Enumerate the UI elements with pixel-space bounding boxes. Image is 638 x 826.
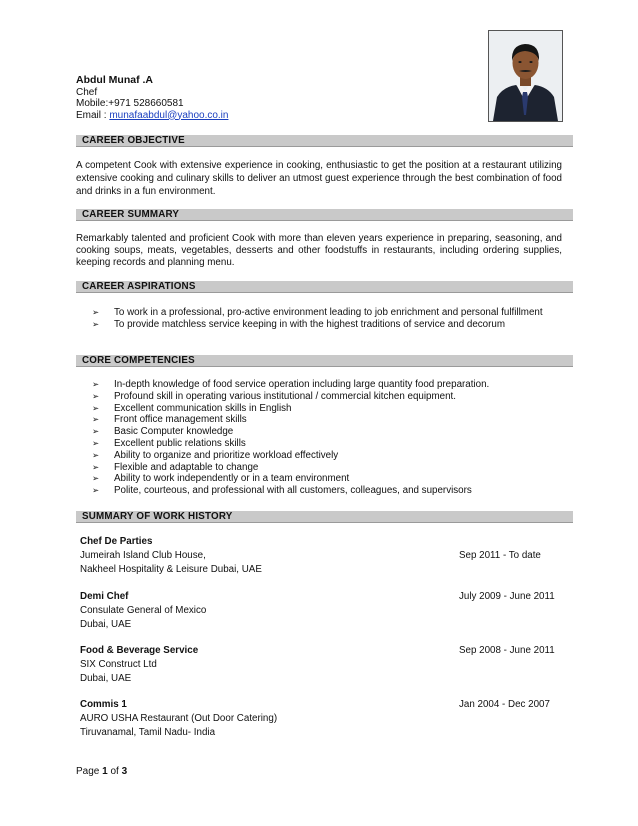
arrow-bullet-icon: ➢ xyxy=(92,402,100,413)
job-entry xyxy=(80,590,562,632)
list-item xyxy=(92,438,562,450)
resume-header xyxy=(76,75,228,121)
competency-text: In-depth knowledge of food service operation including large quantity food preparation. xyxy=(114,379,490,390)
competency-text: Profound skill in operating various institutional / commercial kitchen equipment. xyxy=(114,390,456,402)
job-dates: Sep 2011 - To date xyxy=(459,550,541,561)
candidate-mobile: Mobile:+971 528660581 xyxy=(76,98,184,109)
section-header-career-summary: CAREER SUMMARY xyxy=(76,209,573,221)
page-of-label: of xyxy=(110,766,119,777)
competency-text: Ability to organize and prioritize workload effectively xyxy=(114,449,339,461)
job-location: Dubai, UAE xyxy=(80,673,132,684)
list-item xyxy=(92,403,562,415)
page-total: 3 xyxy=(121,766,128,777)
arrow-bullet-icon: ➢ xyxy=(92,379,100,389)
competency-text: Excellent public relations skills xyxy=(114,437,246,449)
aspiration-text: To work in a professional, pro-active environment leading to job enrichment and personal fulfillment xyxy=(114,307,543,318)
competency-text: Front office management skills xyxy=(114,414,247,426)
list-item xyxy=(92,414,562,426)
job-title: Chef De Parties xyxy=(80,536,153,547)
arrow-bullet-icon: ➢ xyxy=(92,318,100,329)
job-dates: Sep 2008 - June 2011 xyxy=(459,645,555,656)
job-entry xyxy=(80,698,562,740)
job-title: Food & Beverage Service xyxy=(80,645,199,656)
list-item xyxy=(92,462,562,474)
section-header-core-competencies: CORE COMPETENCIES xyxy=(76,355,573,367)
job-location: Dubai, UAE xyxy=(80,619,132,630)
competency-text: Basic Computer knowledge xyxy=(114,426,234,438)
arrow-bullet-icon: ➢ xyxy=(92,414,100,425)
competency-text: Polite, courteous, and professional with all customers, colleagues, and supervisors xyxy=(114,485,472,497)
career-objective-text: A competent Cook with extensive experience in cooking, enthusiastic to get the position at a restaurant utilizing extensive cooking and culinary skills to deliver an utmost guest experience through the best combination of food and drinks in a fun environment. xyxy=(76,160,562,197)
job-location: Nakheel Hospitality & Leisure Dubai, UAE xyxy=(80,564,262,575)
email-link[interactable]: munafaabdul@yahoo.co.in xyxy=(109,109,229,121)
section-header-work-history: SUMMARY OF WORK HISTORY xyxy=(76,511,573,523)
list-item xyxy=(92,426,562,438)
page-footer xyxy=(76,766,127,777)
arrow-bullet-icon: ➢ xyxy=(92,390,100,401)
candidate-email-line xyxy=(76,110,228,122)
page-label: Page xyxy=(76,766,100,777)
arrow-bullet-icon: ➢ xyxy=(92,461,100,472)
job-employer: AURO USHA Restaurant (Out Door Catering) xyxy=(80,713,278,724)
aspiration-text: To provide matchless service keeping in with the highest traditions of service and decorum xyxy=(114,318,505,330)
job-dates: Jan 2004 - Dec 2007 xyxy=(459,699,550,710)
list-item xyxy=(92,391,562,403)
profile-photo-icon xyxy=(489,31,562,121)
competency-text: Excellent communication skills in English xyxy=(114,402,292,414)
email-label: Email : xyxy=(76,109,110,121)
competency-text: Flexible and adaptable to change xyxy=(114,461,259,473)
arrow-bullet-icon: ➢ xyxy=(92,307,100,317)
competency-text: Ability to work independently or in a team environment xyxy=(114,473,350,485)
job-employer: Jumeirah Island Club House, xyxy=(80,550,206,561)
section-header-career-aspirations: CAREER ASPIRATIONS xyxy=(76,281,573,293)
candidate-role: Chef xyxy=(76,86,98,98)
profile-photo xyxy=(488,30,563,122)
list-item xyxy=(92,379,562,391)
arrow-bullet-icon: ➢ xyxy=(92,473,100,484)
arrow-bullet-icon: ➢ xyxy=(92,437,100,448)
candidate-name: Abdul Munaf .A xyxy=(76,74,153,86)
list-item xyxy=(92,307,562,319)
career-summary-text: Remarkably talented and proficient Cook with more than eleven years experience in preparing, seasoning, and cooking soups, meats, vegetables, desserts and other foodstuffs in restaurants, including ordering supplies, keeping records and planning menu. xyxy=(76,233,562,268)
job-dates: July 2009 - June 2011 xyxy=(459,591,555,602)
list-item xyxy=(92,319,562,331)
competencies-list xyxy=(92,379,562,497)
page-number: 1 xyxy=(102,766,108,777)
job-employer: SIX Construct Ltd xyxy=(80,659,157,670)
job-title: Commis 1 xyxy=(80,699,127,710)
job-entry xyxy=(80,535,562,577)
job-title: Demi Chef xyxy=(80,591,129,602)
list-item xyxy=(92,450,562,462)
job-location: Tiruvanamal, Tamil Nadu- India xyxy=(80,727,216,738)
list-item xyxy=(92,485,562,497)
aspirations-list xyxy=(92,307,562,331)
section-header-career-objective: CAREER OBJECTIVE xyxy=(76,135,573,147)
job-entry xyxy=(80,644,562,686)
arrow-bullet-icon: ➢ xyxy=(92,449,100,460)
arrow-bullet-icon: ➢ xyxy=(92,485,100,496)
list-item xyxy=(92,473,562,485)
job-employer: Consulate General of Mexico xyxy=(80,605,207,616)
arrow-bullet-icon: ➢ xyxy=(92,426,100,437)
